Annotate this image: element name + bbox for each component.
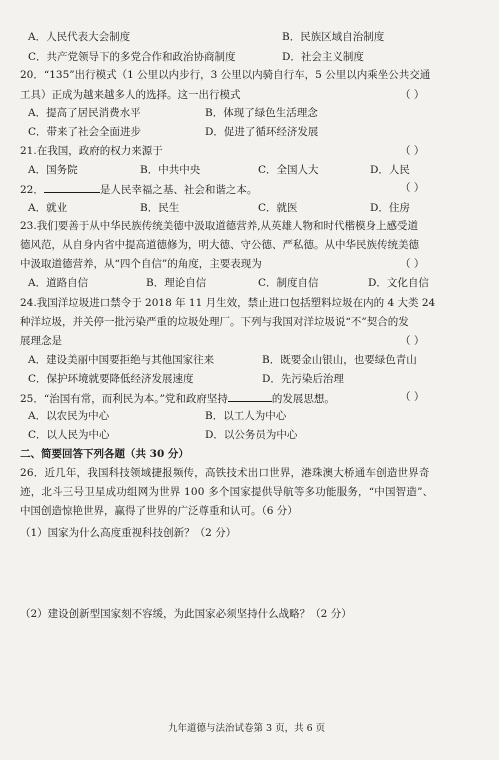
q25-option-b: B．以工人为中心 bbox=[205, 410, 287, 422]
q20-option-d: D．促进了循环经济发展 bbox=[205, 126, 319, 138]
q20-options-row1 bbox=[0, 108, 499, 124]
q20-options-row2 bbox=[0, 127, 499, 143]
q25-options-row2 bbox=[0, 430, 499, 446]
q20-option-a: A．提高了居民消费水平 bbox=[28, 107, 141, 119]
q23-answer-paren: （ ） bbox=[400, 258, 425, 270]
q23-options-row bbox=[0, 278, 499, 294]
q21-option-a: A．国务院 bbox=[28, 164, 78, 176]
q23-stem-line1: 23.我们要善于从中华民族传统美德中汲取道德营养,从英雄人物和时代楷模身上感受道 bbox=[20, 220, 419, 232]
q20-answer-paren: （ ） bbox=[400, 89, 425, 101]
q25-stem-b: 的发展思想。 bbox=[271, 393, 335, 405]
q24-options-row1 bbox=[0, 355, 499, 371]
q26-para-line2: 迹，北斗三号卫星成功组网为世界 100 多个国家提供导航等多功能服务，“中国智造”、 bbox=[20, 486, 434, 498]
q25-stem bbox=[20, 392, 335, 405]
q24-options-row2 bbox=[0, 374, 499, 390]
q22-option-d: D．住房 bbox=[370, 202, 410, 214]
q20-option-b: B．体现了绿色生活理念 bbox=[205, 107, 318, 119]
q26-subquestion-2: （2）建设创新型国家刻不容缓，为此国家必须坚持什么战略？（2 分） bbox=[20, 608, 352, 620]
q23-stem-line2: 德风范，从自身内省中提高道德修为，明大德、守公德、严私德。从中华民族传统美德 bbox=[20, 239, 419, 251]
q25-option-c: C．以人民为中心 bbox=[28, 429, 110, 441]
section2-title: 二、简要回答下列各题（共 30 分） bbox=[20, 448, 189, 460]
q25-options-row1 bbox=[0, 411, 499, 427]
q21-option-d: D．人民 bbox=[370, 164, 410, 176]
q22-blank bbox=[44, 183, 100, 193]
q24-option-b: B．既要金山银山，也要绿色青山 bbox=[262, 354, 417, 366]
q22-option-a: A．就业 bbox=[28, 202, 68, 214]
q21-stem: 21.在我国，政府的权力来源于 bbox=[20, 145, 163, 157]
q25-blank bbox=[228, 392, 272, 402]
q22-stem-rest: 是人民幸福之基、社会和谐之本。 bbox=[99, 184, 258, 196]
q24-option-c: C．保护环境就要降低经济发展速度 bbox=[28, 373, 194, 385]
q23-option-d: D．文化自信 bbox=[368, 277, 429, 289]
q20-stem-line1: 20．“135”出行模式（1 公里以内步行，3 公里以内骑自行车，5 公里以内乘坐公共交通 bbox=[20, 69, 431, 81]
q19-options-row1 bbox=[0, 32, 499, 48]
q21-option-b: B．中共中央 bbox=[140, 164, 201, 176]
q23-option-a: A．道路自信 bbox=[28, 277, 89, 289]
q22-answer-paren: （ ） bbox=[400, 182, 425, 194]
q24-option-a: A．建设美丽中国要拒绝与其他国家往来 bbox=[28, 354, 215, 366]
q19-option-d: D．社会主义制度 bbox=[282, 51, 364, 63]
q22-number: 22． bbox=[20, 184, 44, 196]
q25-answer-paren: （ ） bbox=[400, 391, 425, 403]
page-footer: 九年道德与法治试卷第 3 页，共 6 页 bbox=[168, 723, 326, 734]
q24-stem-line1: 24.我国洋垃圾进口禁令于 2018 年 11 月生效，禁止进口包括塑料垃圾在内的 4 大类 24 bbox=[20, 297, 436, 309]
q23-stem-line3: 中汲取道德营养，从“四个自信”的角度，主要表现为 bbox=[20, 258, 262, 270]
q25-stem-a: 25．“治国有常，而利民为本。”党和政府坚持 bbox=[20, 393, 228, 405]
q21-option-c: C．全国人大 bbox=[258, 164, 319, 176]
q22-option-c: C．就医 bbox=[258, 202, 298, 214]
q26-para-line3: 中国创造惊艳世界，赢得了世界的广泛尊重和认可。（6 分） bbox=[20, 505, 298, 517]
q19-option-b: B．民族区域自治制度 bbox=[282, 31, 385, 43]
q20-stem-line2: 工具）正成为越来越多人的选择。这一出行模式 bbox=[20, 89, 241, 101]
q19-option-a: A．人民代表大会制度 bbox=[28, 31, 131, 43]
q26-para-line1: 26．近几年，我国科技领域捷报频传，高铁技术出口世界，港珠澳大桥通车创造世界奇 bbox=[20, 467, 430, 479]
q24-stem-line3: 展理念是 bbox=[20, 335, 62, 347]
q19-options-row2 bbox=[0, 52, 499, 68]
q24-stem-line2: 种洋垃圾，并关停一批污染严重的垃圾处理厂。下列与我国对洋垃圾说“不”契合的发 bbox=[20, 316, 409, 328]
q21-answer-paren: （ ） bbox=[400, 145, 425, 157]
q22-stem bbox=[20, 183, 257, 196]
q22-options-row bbox=[0, 203, 499, 219]
q19-option-c: C．共产党领导下的多党合作和政治协商制度 bbox=[28, 51, 236, 63]
q23-option-b: B．理论自信 bbox=[146, 277, 207, 289]
q22-option-b: B．民生 bbox=[140, 202, 180, 214]
q23-option-c: C．制度自信 bbox=[258, 277, 319, 289]
q21-options-row bbox=[0, 165, 499, 181]
q25-option-a: A．以农民为中心 bbox=[28, 410, 110, 422]
q26-subquestion-1: （1）国家为什么高度重视科技创新？（2 分） bbox=[20, 527, 237, 539]
q24-option-d: D．先污染后治理 bbox=[262, 373, 344, 385]
q24-answer-paren: （ ） bbox=[400, 335, 425, 347]
q20-option-c: C．带来了社会全面进步 bbox=[28, 126, 142, 138]
q25-option-d: D．以公务员为中心 bbox=[205, 429, 298, 441]
